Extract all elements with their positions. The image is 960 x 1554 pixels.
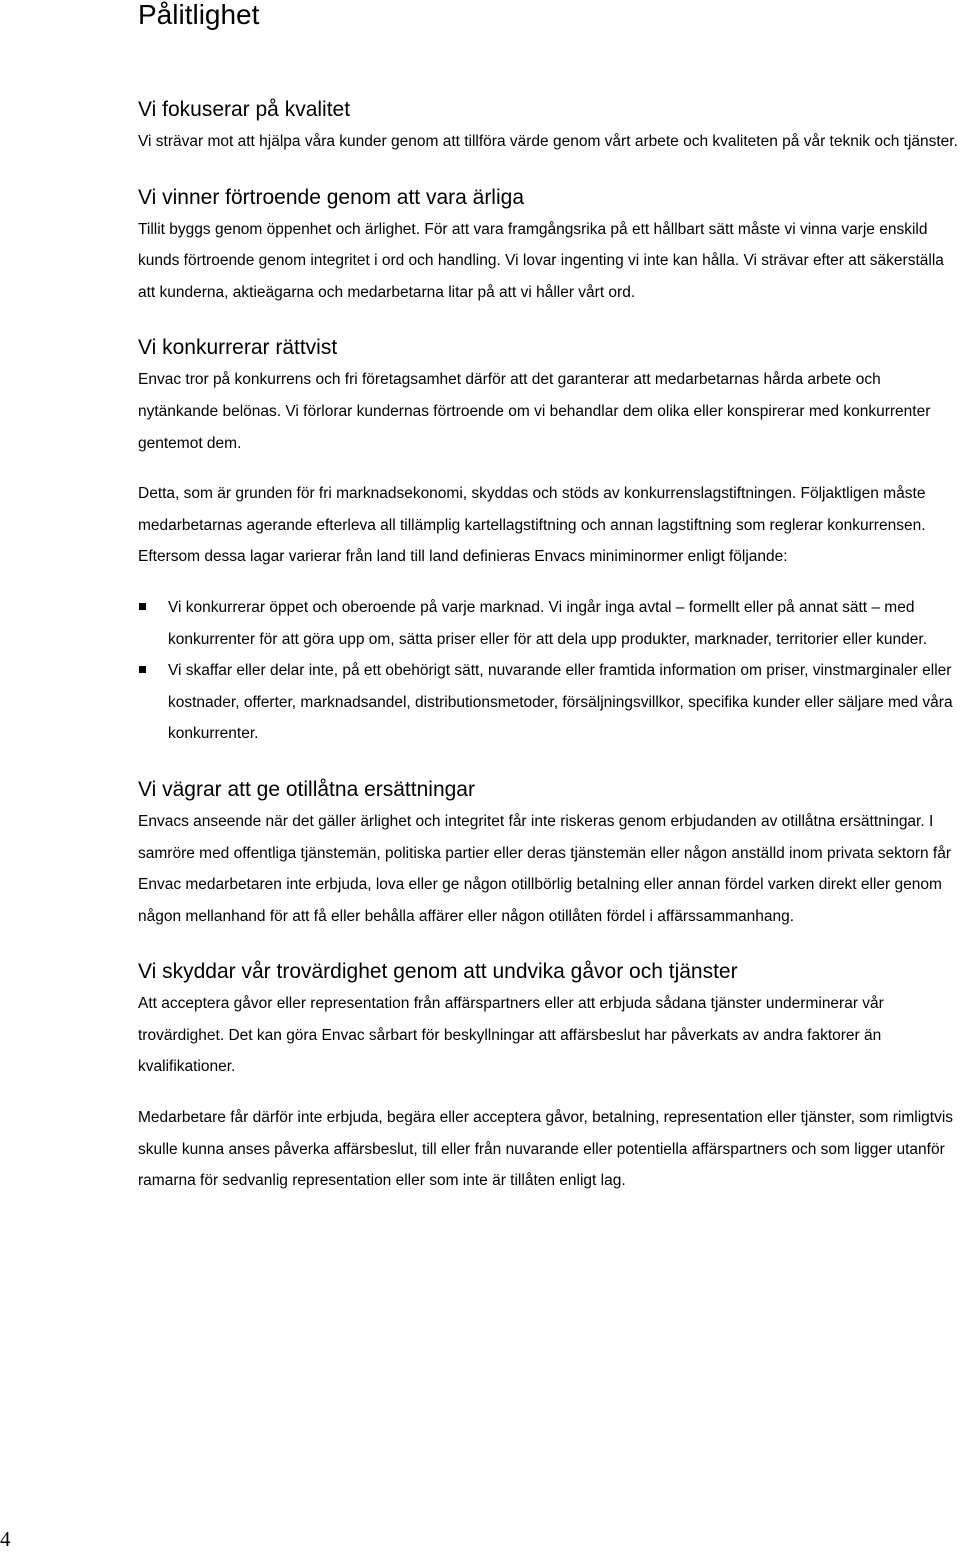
section-gifts-paragraph-1: Att acceptera gåvor eller representation från affärspartners eller att erbjuda sådana tjänster underminerar vår trovärdighet. Det kan göra Envac sårbart för beskyllningar att affärsbeslut har påverkats av andra faktorer än kvalifikationer. [138,995,884,1076]
square-bullet-icon [139,666,146,673]
document-body [138,96,960,1197]
section-heading-trust: Vi vinner förtroende genom att vara ärliga [138,185,524,209]
section-competition-paragraph-2: Detta, som är grunden för fri marknadsekonomi, skyddas och stöds av konkurrenslagstiftningen. Följaktligen måste medarbetarnas agerande efterleva all tillämplig kartellagstiftning och annan lagstiftning som reglerar konkurrensen. Eftersom dessa lagar varierar från land till land definieras Envacs miniminormer enligt följande: [138,485,926,566]
section-quality-paragraph: Vi strävar mot att hjälpa våra kunder genom att tillföra värde genom vårt arbete och kvaliteten på vår teknik och tjänster. [138,133,958,150]
list-item-text: Vi konkurrerar öppet och oberoende på varje marknad. Vi ingår inga avtal – formellt eller på annat sätt – med konkurrenter för att göra upp om, sätta priser eller för att dela upp produkter, marknader, territorier eller kunder. [168,598,928,648]
page-number: 4 [0,1527,11,1551]
section-heading-quality: Vi fokuserar på kvalitet [138,98,351,121]
list-item-text: Vi skaffar eller delar inte, på ett obehörigt sätt, nuvarande eller framtida information om priser, vinstmarginaler eller kostnader, offerter, marknadsandel, distributionsmetoder, försäljningsvillkor, specifika kunder eller säljare med våra konkurrenter. [168,662,953,743]
section-heading-compensation: Vi vägrar att ge otillåtna ersättningar [138,777,475,801]
section-compensation-paragraph: Envacs anseende när det gäller ärlighet och integritet får inte riskeras genom erbjudanden av otillåtna ersättningar. I samröre med offentliga tjänstemän, politiska partier eller deras tjänstemän eller någon anställd inom privata sektorn får Envac medarbetaren inte erbjuda, lova eller ge någon otillbörlig betalning eller annan fördel varken direkt eller genom någon mellanhand för att få eller behålla affärer eller någon otillåten fördel i affärssammanhang. [138,812,952,925]
section-gifts-paragraph-2: Medarbetare får därför inte erbjuda, begära eller acceptera gåvor, betalning, representation eller tjänster, som rimligtvis skulle kunna anses påverka affärsbeslut, till eller från nuvarande eller potentiella affärspartners och som ligger utanför ramarna för sedvanlig representation eller som inte är tillåten enligt lag. [138,1109,954,1190]
section-heading-competition: Vi konkurrerar rättvist [138,336,338,360]
section-competition-paragraph-1: Envac tror på konkurrens och fri företagsamhet därför att det garanterar att medarbetarnas hårda arbete och nytänkande belönas. Vi förlorar kundernas förtroende om vi behandlar dem olika eller konspirerar med konkurrenter gentemot dem. [138,371,931,452]
section-trust-paragraph: Tillit byggs genom öppenhet och ärlighet. För att vara framgångsrika på ett hållbart sätt måste vi vinna varje enskild kunds förtroende genom integritet i ord och handling. Vi lovar ingenting vi inte kan hålla. Vi strävar efter att säkerställa att kunderna, aktieägarna och medarbetarna litar på att vi håller vårt ord. [138,220,944,301]
page-title: Pålitlighet [138,0,260,30]
section-heading-gifts: Vi skyddar vår trovärdighet genom att undvika gåvor och tjänster [138,960,738,984]
competition-rules-list [138,592,960,750]
square-bullet-icon [139,603,146,610]
list-item [138,592,960,655]
list-item [138,655,960,750]
